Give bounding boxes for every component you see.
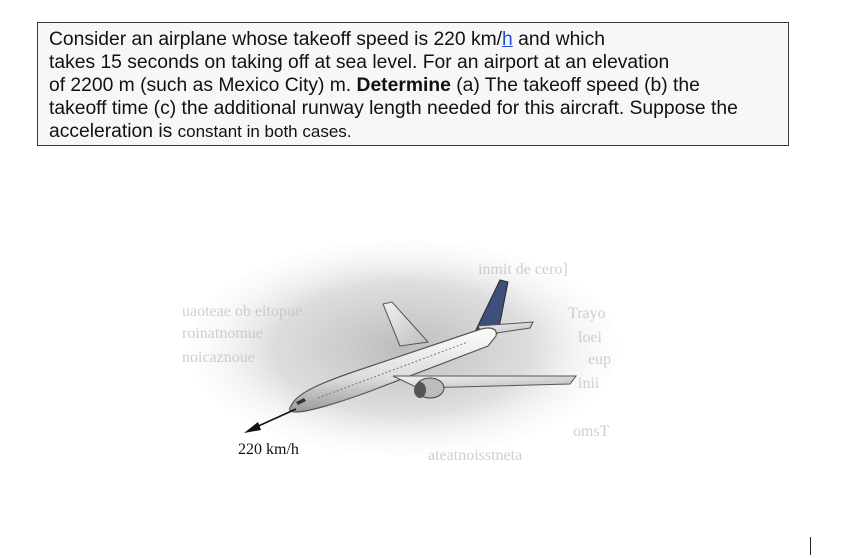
problem-statement-box	[37, 22, 789, 146]
problem-text: of 2200 m (such as Mexico City) m.	[49, 75, 357, 96]
problem-text: acceleration is	[49, 121, 178, 142]
problem-text: Consider an airplane whose takeoff speed is 220 km/	[49, 29, 503, 50]
problem-line-5	[49, 120, 782, 143]
airplane-illustration-icon	[178, 238, 618, 478]
bleed-text: uaoteae ob eitopue	[182, 303, 302, 320]
bleed-text: inii	[578, 375, 600, 392]
problem-line-3	[49, 74, 782, 97]
problem-text: (a) The takeoff speed (b) the	[450, 75, 700, 96]
bleed-text: ateatnoisstneta	[428, 447, 523, 464]
bleed-text: Trayo	[568, 305, 606, 322]
problem-text: constant in both cases.	[177, 122, 352, 141]
speed-unit-link[interactable]: h	[502, 29, 513, 50]
bleed-text: eup	[588, 351, 612, 368]
bleed-text: loei	[578, 329, 602, 346]
problem-text: and which	[512, 29, 605, 50]
bleed-text: omsT	[573, 423, 610, 440]
bleed-text: inmit de cero]	[478, 261, 568, 278]
bleed-text: noicaznoue	[182, 349, 255, 366]
text-cursor	[810, 537, 811, 555]
bleed-text: roinatnomue	[182, 325, 263, 342]
problem-line-4: takeoff time (c) the additional runway length needed for this aircraft. Suppose the	[49, 98, 738, 119]
airplane-figure	[178, 238, 618, 478]
problem-line-2: takes 15 seconds on taking off at sea level. For an airport at an elevation	[49, 52, 670, 73]
determine-keyword: Determine	[356, 75, 451, 96]
problem-line-1	[49, 28, 782, 51]
speed-label: 220 km/h	[238, 441, 299, 458]
